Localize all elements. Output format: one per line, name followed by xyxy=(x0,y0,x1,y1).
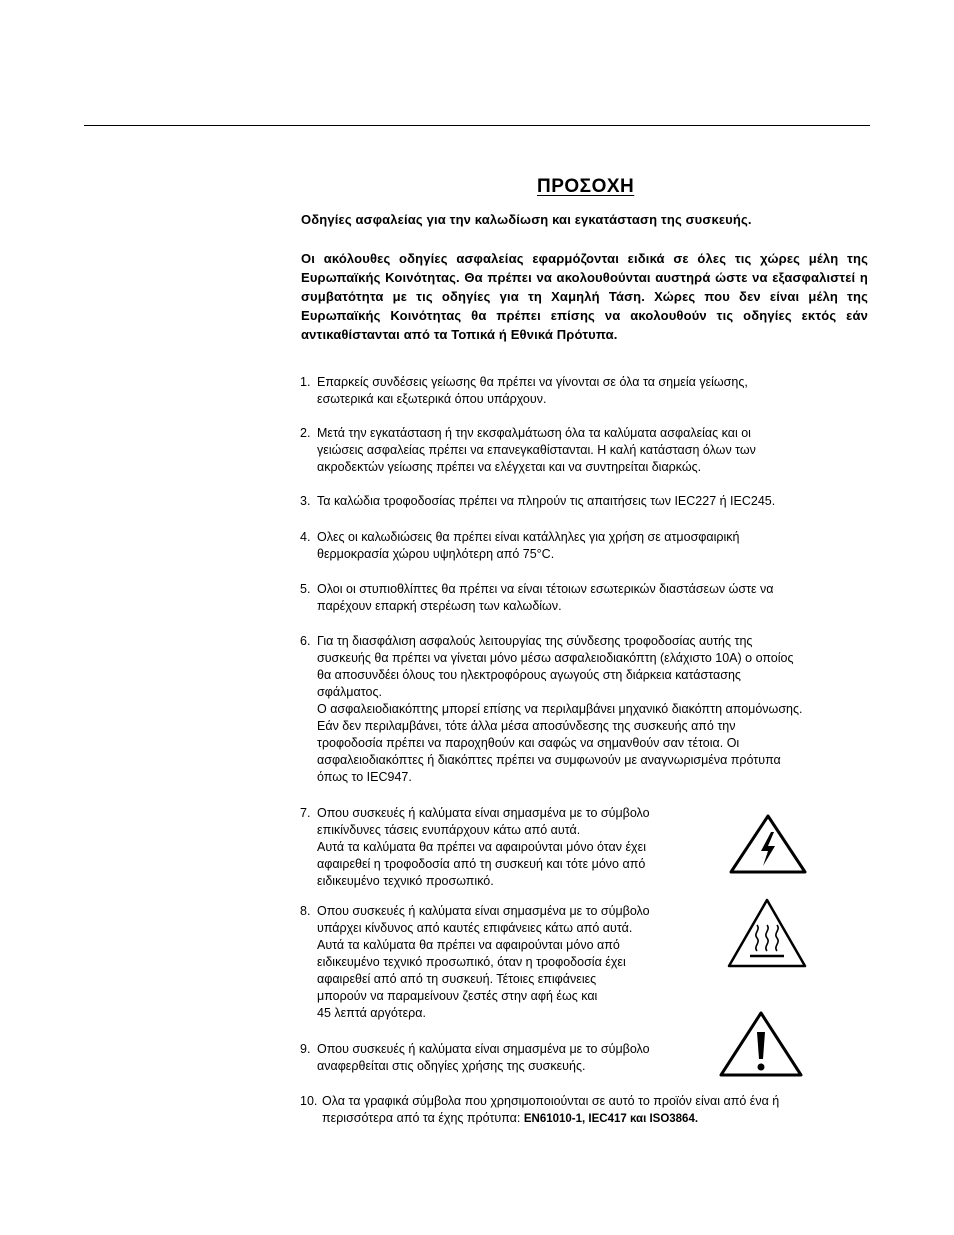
standards-list: EN61010-1, IEC417 και ISO3864. xyxy=(523,1113,699,1125)
item-text: Οπου συσκευές ή καλύματα είναι σημασμένα με το σύμβολο αναφερθείται στις οδηγίες χρήσης της συσκευής. xyxy=(317,1042,650,1073)
item-number: 6. xyxy=(300,634,311,648)
list-item xyxy=(300,1093,779,1128)
item-text: Για τη διασφάλιση ασφαλούς λειτουργίας της σύνδεσης τροφοδοσίας αυτής της συσκευής θα πρέπει να γίνεται μόνο μέσω ασφαλειοδιακόπτη (ελάχιστο 10A) ο οποίος θα αποσυνδέει όλους του ηλεκτροφόρους αγωγούς στη διάρκεια κατάστασης σφάλματος. Ο ασφαλειοδιακόπτης μπορεί επίσης να περιλαμβάνει μηχανικό διακόπτη απομόνωσης. Εάν δεν περιλαμβάνει, τότε άλλα μέσα αποσύνδεσης της συσκευής από την τροφοδοσία πρέπει να παροχηθούν και σαφώς να σημανθούν σαν τέτοια. Οι ασφαλειοδιακόπτες ή διακόπτες πρέπει να συμφωνούν με αναγνωρισμένα πρότυπα όπως το IEC947. xyxy=(317,634,803,784)
section-subtitle: Οδηγίες ασφαλείας για την καλωδίωση και εγκατάσταση της συσκευής. xyxy=(301,212,752,227)
item-text: Ολες οι καλωδιώσεις θα πρέπει είναι κατάλληλες για χρήση σε ατμοσφαιρική θερμοκρασία χώρου υψηλότερη από 75°C. xyxy=(317,530,740,561)
item-number: 1. xyxy=(300,375,311,389)
item-number: 7. xyxy=(300,806,311,820)
item-text: Επαρκείς συνδέσεις γείωσης θα πρέπει να γίνονται σε όλα τα σημεία γείωσης, εσωτερικά και εξωτερικά όπου υπάρχουν. xyxy=(317,375,748,406)
item-number: 3. xyxy=(300,494,311,508)
list-item xyxy=(300,374,748,408)
item-text: Ολοι οι στυπιοθλίπτες θα πρέπει να είναι τέτοιων εσωτερικών διαστάσεων ώστε να παρέχουν επαρκή στερέωση των καλωδίων. xyxy=(317,582,774,613)
hot-surface-hazard-icon xyxy=(726,897,808,969)
list-item xyxy=(300,1041,650,1075)
intro-paragraph: Οι ακόλουθες οδηγίες ασφαλείας εφαρμόζονται ειδικά σε όλες τις χώρες μέλη της Ευρωπαϊκής Κοινότητας. Θα πρέπει να ακολουθούνται αυστηρά ώστε να εξασφαλιστεί η συμβατότητα με τις οδηγίες για τη Χαμηλή Τάση. Χώρες που δεν είναι μέλη της Ευρωπαϊκής Κοινότητας θα πρέπει επίσης να ακολουθούν τις οδηγίες εκτός εάν αντικαθίστανται από τα Τοπικά ή Εθνικά Πρότυπα. xyxy=(301,251,868,342)
list-item xyxy=(300,425,756,476)
list-item xyxy=(300,493,775,510)
item-number: 8. xyxy=(300,904,311,918)
item-text: Τα καλώδια τροφοδοσίας πρέπει να πληρούν τις απαιτήσεις των IEC227 ή IEC245. xyxy=(317,494,776,508)
item-number: 9. xyxy=(300,1042,311,1056)
item-number: 5. xyxy=(300,582,311,596)
item-number: 10. xyxy=(300,1094,318,1108)
list-item xyxy=(300,903,650,1022)
general-caution-icon xyxy=(718,1010,804,1078)
item-text: Μετά την εγκατάσταση ή την εκσφαλμάτωση όλα τα καλύματα ασφαλείας και οι γειώσεις ασφαλείας πρέπει να επανεγκαθίστανται. Η καλή κατάσταση όλων των ακροδεκτών γείωσης πρέπει να ελέγχεται και να συντηρείται διαρκώς. xyxy=(317,426,756,474)
electric-shock-hazard-icon xyxy=(728,813,808,875)
item-number: 4. xyxy=(300,530,311,544)
item-number: 2. xyxy=(300,426,311,440)
item-text: Οπου συσκευές ή καλύματα είναι σημασμένα με το σύμβολο επικίνδυνες τάσεις ενυπάρχουν κάτω από αυτά. Αυτά τα καλύματα θα πρέπει να αφαιρούνται μόνο όταν έχει αφαιρεθεί η τροφοδοσία από τη συσκευή και τότε μόνο από ειδικευμένο τεχνικό προσωπικό. xyxy=(317,806,650,888)
item-text: Οπου συσκευές ή καλύματα είναι σημασμένα με το σύμβολο υπάρχει κίνδυνος από καυτές επιφάνειες κάτω από αυτά. Αυτά τα καλύματα θα πρέπει να αφαιρούνται μόνο από ειδικευμένο τεχνικό προσωπικό, όταν η τροφοδοσία έχει αφαιρεθεί από από τη συσκευή. Τέτοιες επιφάνειες μπορούν να παραμείνουν ζεστές στην αφή έως και 45 λεπτά αργότερα. xyxy=(317,904,650,1020)
list-item xyxy=(300,805,650,890)
list-item xyxy=(300,581,774,615)
list-item xyxy=(300,529,740,563)
page-title: ΠΡΟΣΟΧΗ xyxy=(537,176,635,197)
list-item xyxy=(300,633,802,786)
header-rule xyxy=(84,125,870,126)
item-text: Ολα τα γραφικά σύμβολα που χρησιμοποιούνται σε αυτό το προϊόν είναι από ένα ή περισσότερα από τα έχης πρότυπα: xyxy=(322,1094,780,1125)
